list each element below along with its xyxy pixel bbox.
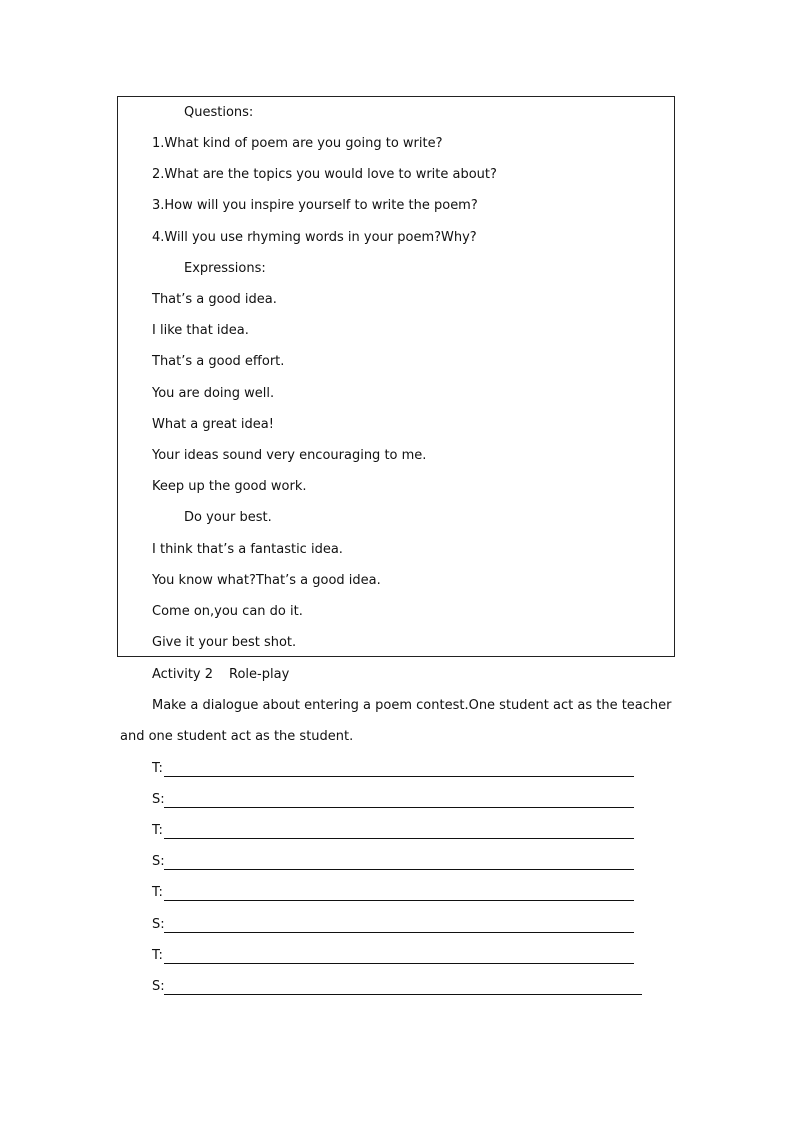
- expression-item: Do your best.: [184, 510, 272, 525]
- activity-title: Activity 2: [152, 667, 214, 682]
- expression-item: That’s a good idea.: [152, 292, 277, 307]
- dialogue-line-teacher[interactable]: [152, 885, 163, 901]
- dialogue-line-student[interactable]: [152, 979, 165, 995]
- expression-item: You are doing well.: [152, 386, 275, 401]
- speaker-label: T:: [152, 885, 163, 900]
- expression-item: I like that idea.: [152, 323, 249, 338]
- activity-heading: [152, 667, 289, 683]
- questions-heading: Questions:: [184, 105, 254, 120]
- speaker-label: S:: [152, 792, 165, 807]
- speaker-label: T:: [152, 948, 163, 963]
- answer-blank-line: [164, 807, 634, 808]
- dialogue-line-student[interactable]: [152, 792, 165, 808]
- speaker-label: S:: [152, 979, 165, 994]
- dialogue-line-teacher[interactable]: [152, 761, 163, 777]
- expression-item: What a great idea!: [152, 417, 274, 432]
- expression-item: That’s a good effort.: [152, 354, 285, 369]
- dialogue-line-student[interactable]: [152, 917, 165, 933]
- expression-item: Come on,you can do it.: [152, 604, 303, 619]
- expression-item: You know what?That’s a good idea.: [152, 573, 381, 588]
- answer-blank-line: [164, 932, 634, 933]
- activity-instruction: Make a dialogue about entering a poem contest.One student act as the teacher: [152, 698, 672, 713]
- activity-instruction-continued: and one student act as the student.: [120, 729, 354, 744]
- answer-blank-line: [164, 963, 634, 964]
- answer-blank-line: [164, 838, 634, 839]
- activity-subtitle: Role-play: [229, 667, 290, 682]
- speaker-label: T:: [152, 761, 163, 776]
- expression-item: Keep up the good work.: [152, 479, 307, 494]
- question-item: 4.Will you use rhyming words in your poem?Why?: [152, 230, 477, 245]
- dialogue-line-teacher[interactable]: [152, 948, 163, 964]
- dialogue-line-student[interactable]: [152, 854, 165, 870]
- question-item: 3.How will you inspire yourself to write the poem?: [152, 198, 478, 213]
- answer-blank-line: [164, 900, 634, 901]
- speaker-label: T:: [152, 823, 163, 838]
- question-item: 2.What are the topics you would love to write about?: [152, 167, 497, 182]
- expression-item: Give it your best shot.: [152, 635, 297, 650]
- speaker-label: S:: [152, 854, 165, 869]
- speaker-label: S:: [152, 917, 165, 932]
- answer-blank-line: [164, 994, 642, 995]
- expression-item: I think that’s a fantastic idea.: [152, 542, 343, 557]
- expressions-heading: Expressions:: [184, 261, 266, 276]
- answer-blank-line: [164, 869, 634, 870]
- dialogue-line-teacher[interactable]: [152, 823, 163, 839]
- expression-item: Your ideas sound very encouraging to me.: [152, 448, 427, 463]
- answer-blank-line: [164, 776, 634, 777]
- question-item: 1.What kind of poem are you going to write?: [152, 136, 443, 151]
